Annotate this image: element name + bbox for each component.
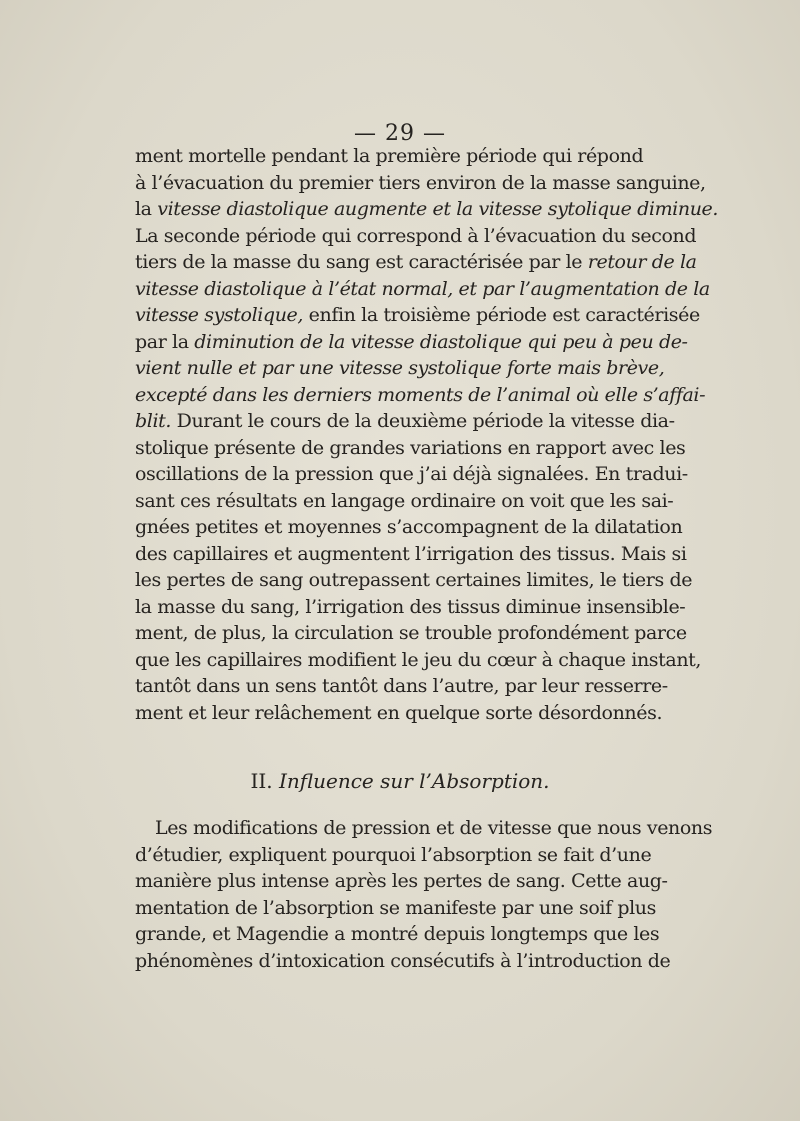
text-segment: gnées petites et moyennes s’accompagnent de la dilatation — [135, 516, 683, 538]
text-line — [135, 223, 697, 250]
text-line — [135, 249, 697, 276]
text-line — [135, 302, 700, 329]
italic-text: diminution de la vitesse diastolique qui peu à peu de- — [194, 330, 688, 353]
italic-text: blit. — [135, 410, 171, 432]
text-segment: oscillations de la pression que j’ai déjà signalées. En tradui- — [135, 463, 688, 485]
italic-text: vitesse diastolique augmente et la vitesse sytolique diminue. — [157, 198, 719, 220]
text-line — [135, 567, 693, 594]
text-line — [135, 196, 719, 223]
text-line — [135, 435, 686, 462]
text-line — [135, 594, 686, 621]
text-line — [135, 276, 710, 303]
text-segment: la masse du sang, l’irrigation des tissus diminue insensible- — [135, 595, 686, 618]
section-heading — [0, 766, 800, 796]
italic-text: vitesse systolique, — [135, 304, 304, 326]
text-segment: des capillaires et augmentent l’irrigation des tissus. Mais si — [135, 542, 687, 565]
italic-text: retour de la — [587, 251, 697, 273]
text-segment: la — [135, 198, 158, 220]
text-segment: d’étudier, expliquent pourquoi l’absorption se fait d’une — [135, 843, 652, 866]
text-line — [135, 620, 687, 647]
text-segment: tantôt dans un sens tantôt dans l’autre, par leur resserre- — [135, 675, 668, 697]
text-line — [135, 541, 687, 568]
paragraph-2 — [135, 815, 713, 974]
text-segment: par la — [135, 330, 195, 353]
paragraph-1 — [135, 143, 719, 726]
text-segment: enfin la troisième période est caractérisée — [303, 304, 700, 326]
text-segment: à l’évacuation du premier tiers environ de la masse sanguine, — [135, 171, 706, 194]
text-segment: La seconde période qui correspond à l’évacuation du second — [135, 224, 697, 247]
text-segment: stolique présente de grandes variations en rapport avec les — [135, 436, 686, 459]
text-line — [135, 647, 702, 674]
section-number: II. — [250, 769, 273, 793]
text-line — [135, 408, 675, 435]
text-segment: grande, et Magendie a montré depuis longtemps que les — [135, 923, 660, 945]
text-segment: ment mortelle pendant la première période qui répond — [135, 145, 644, 167]
text-line — [135, 921, 660, 948]
text-line — [135, 329, 688, 356]
text-segment: ment et leur relâchement en quelque sorte désordonnés. — [135, 701, 663, 724]
text-segment: que les capillaires modifient le jeu du cœur à chaque instant, — [135, 648, 702, 671]
text-line — [135, 673, 668, 700]
text-segment: sant ces résultats en langage ordinaire on voit que les sai- — [135, 489, 674, 512]
page-number: — 29 — — [354, 121, 446, 146]
italic-text: vient nulle et par une vitesse systolique forte mais brève, — [135, 357, 665, 379]
italic-text: excepté dans les derniers moments de l’animal où elle s’affai- — [135, 383, 706, 406]
text-segment: les pertes de sang outrepassent certaines limites, le tiers de — [135, 569, 693, 591]
text-segment: mentation de l’absorption se manifeste par une soif plus — [135, 896, 656, 919]
text-line — [135, 842, 652, 869]
text-segment: phénomènes d’intoxication consécutifs à l’introduction de — [135, 949, 671, 972]
text-line — [135, 382, 706, 409]
text-line — [135, 461, 688, 488]
text-line — [135, 355, 665, 382]
text-line — [135, 514, 683, 541]
text-line — [135, 868, 668, 895]
text-segment: Durant le cours de la deuxième période la vitesse dia- — [171, 410, 675, 432]
text-line — [135, 815, 713, 842]
italic-text: vitesse diastolique à l’état normal, et par l’augmentation de la — [135, 277, 710, 300]
section-title: Influence sur l’Absorption. — [278, 769, 550, 793]
text-segment: ment, de plus, la circulation se trouble profondément parce — [135, 622, 687, 644]
text-line — [135, 948, 671, 975]
text-line — [135, 143, 644, 170]
text-segment: manière plus intense après les pertes de sang. Cette aug- — [135, 870, 668, 892]
text-segment: Les modifications de pression et de vitesse que nous venons — [155, 817, 713, 839]
text-line — [135, 170, 706, 197]
text-line — [135, 700, 663, 727]
text-line — [135, 895, 656, 922]
text-line — [135, 488, 674, 515]
text-segment: tiers de la masse du sang est caractérisée par le — [135, 251, 588, 273]
